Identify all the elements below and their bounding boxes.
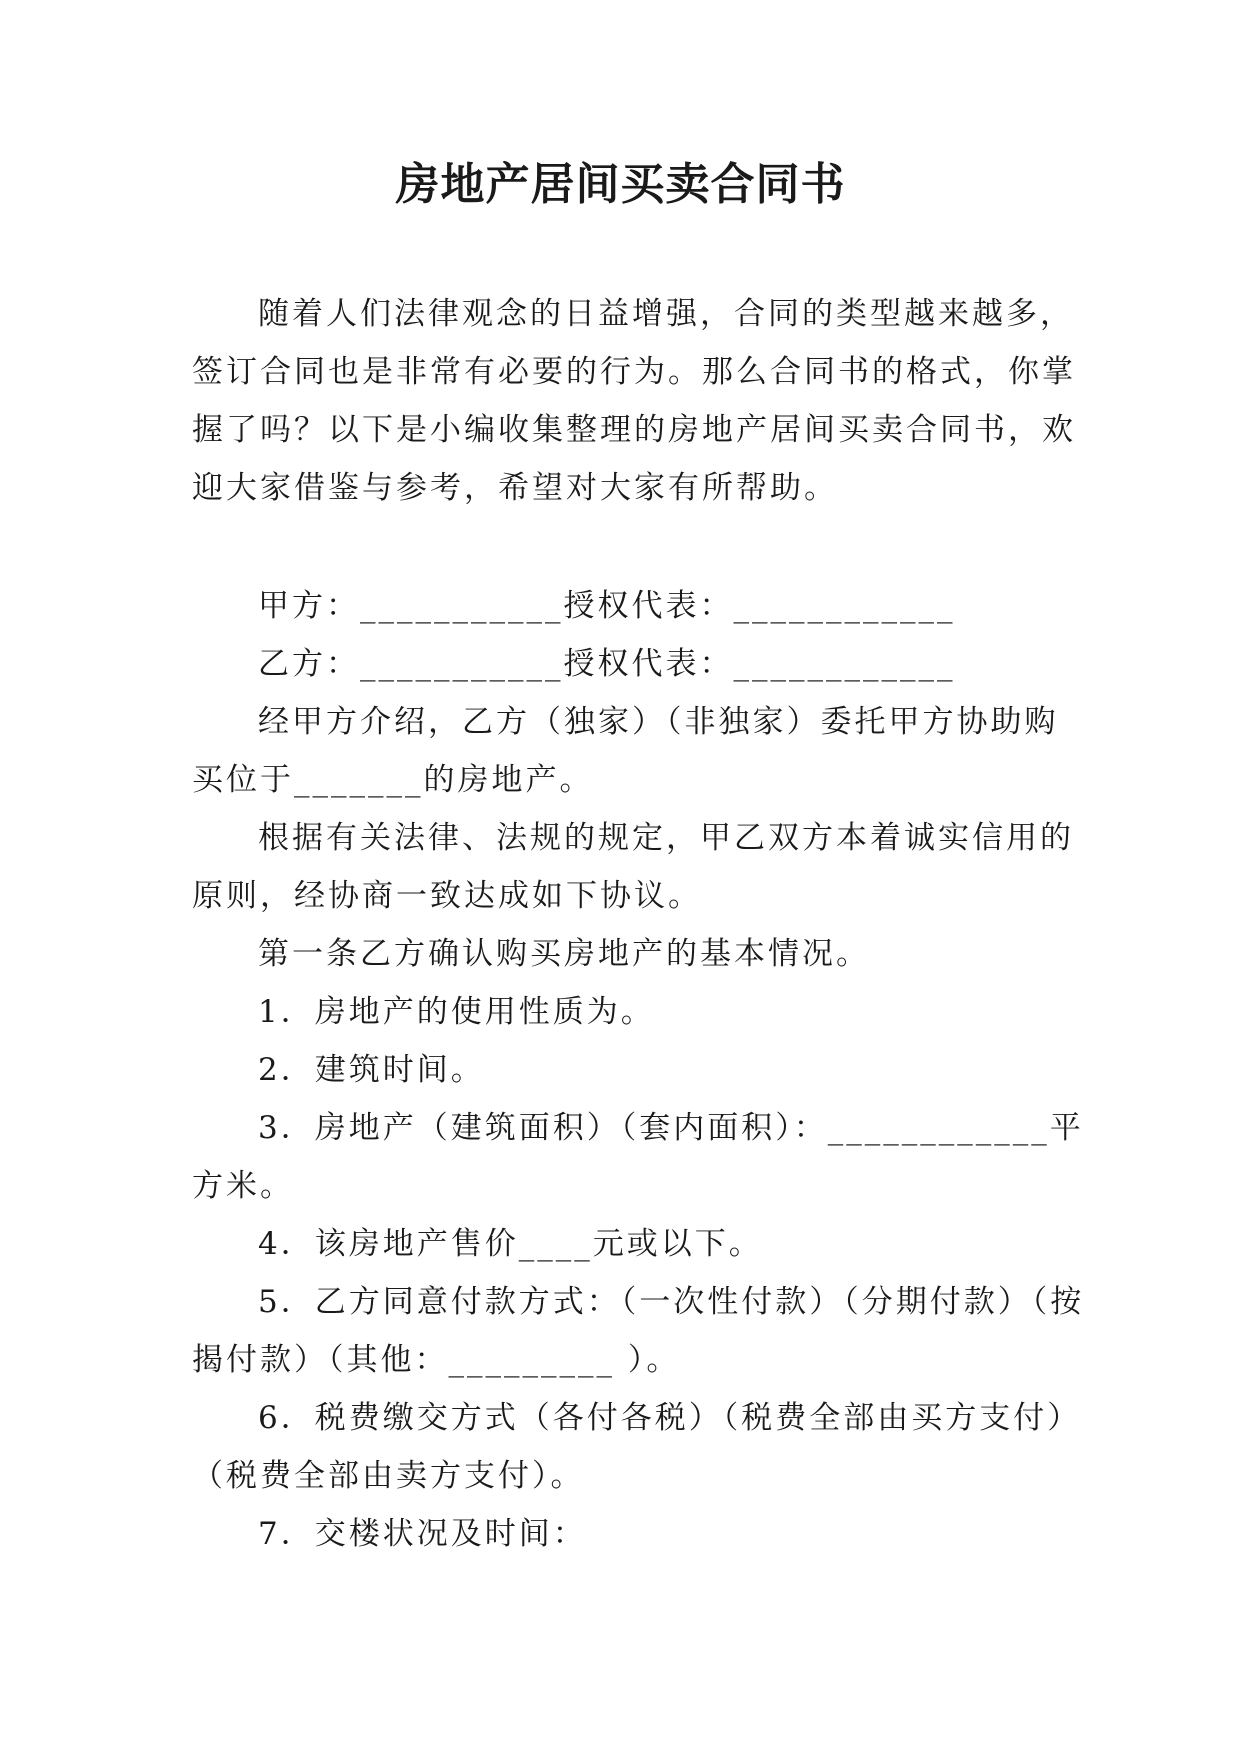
party-a-line: 甲方：___________授权代表：____________ <box>258 588 956 624</box>
contract-line: 原则，经协商一致达成如下协议。 <box>192 878 702 914</box>
intro-line: 迎大家借鉴与参考，希望对大家有所帮助。 <box>192 470 838 506</box>
clause-item: 方米。 <box>192 1168 294 1204</box>
clause-item: 2．建筑时间。 <box>258 1052 485 1088</box>
clause-item: 揭付款）（其他：_________ ）。 <box>192 1342 681 1378</box>
clause-item: 3．房地产（建筑面积）（套内面积）：____________平 <box>258 1110 1084 1146</box>
clause-item: 1．房地产的使用性质为。 <box>258 994 655 1030</box>
article-heading: 第一条乙方确认购买房地产的基本情况。 <box>258 936 870 972</box>
contract-line: 买位于_______的房地产。 <box>192 762 594 798</box>
clause-item: 5．乙方同意付款方式：（一次性付款）（分期付款）（按 <box>258 1284 1085 1320</box>
clause-item: 7．交楼状况及时间： <box>258 1516 587 1552</box>
document-title: 房地产居间买卖合同书 <box>395 159 846 210</box>
contract-body <box>192 577 1085 1563</box>
intro-line: 握了吗？以下是小编收集整理的房地产居间买卖合同书，欢 <box>192 412 1076 448</box>
intro-paragraph <box>192 285 1076 517</box>
contract-line: 经甲方介绍，乙方（独家）（非独家）委托甲方协助购 <box>258 704 1059 740</box>
intro-line: 签订合同也是非常有必要的行为。那么合同书的格式，你掌 <box>192 354 1076 390</box>
intro-line: 随着人们法律观念的日益增强，合同的类型越来越多， <box>258 296 1074 332</box>
clause-item: （税费全部由卖方支付）。 <box>192 1458 585 1494</box>
contract-line: 根据有关法律、法规的规定，甲乙双方本着诚实信用的 <box>258 820 1074 856</box>
party-b-line: 乙方：___________授权代表：____________ <box>258 646 956 682</box>
clause-item: 6．税费缴交方式（各付各税）（税费全部由买方支付） <box>258 1400 1082 1436</box>
clause-item: 4．该房地产售价____元或以下。 <box>258 1226 763 1262</box>
